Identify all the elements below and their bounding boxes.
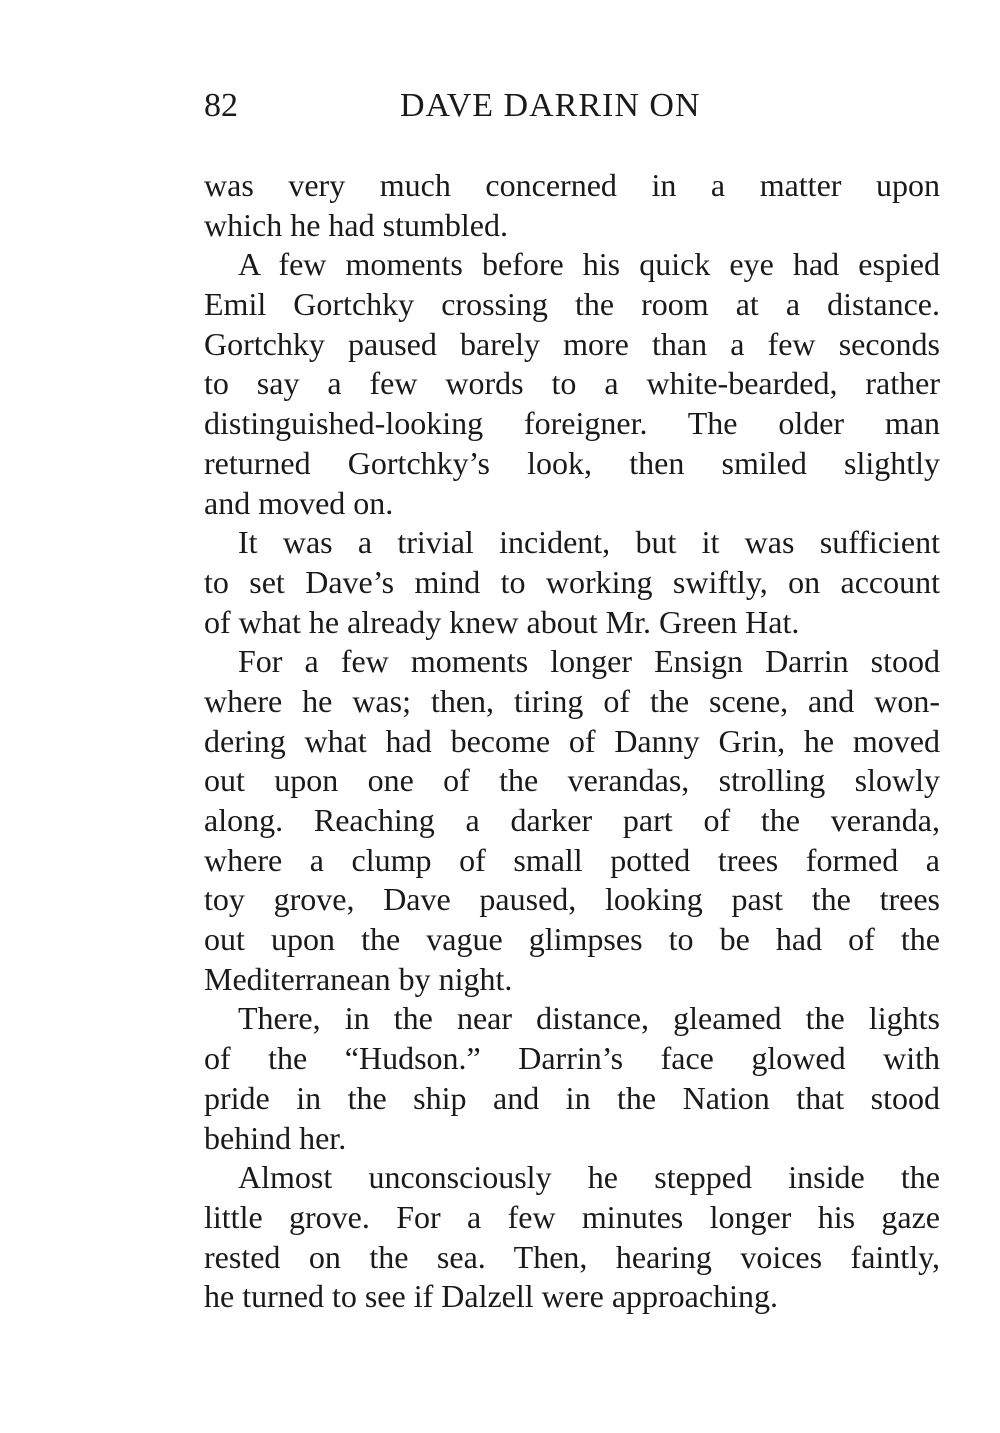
text-line: Gortchky paused barely more than a few seconds (204, 325, 940, 362)
text-line: out upon one of the verandas, strolling slowly (204, 762, 940, 799)
text-line: where he was; then, tiring of the scene, and won- (204, 682, 940, 719)
text-line: to say a few words to a white-bearded, rather (204, 365, 940, 402)
text-line: Emil Gortchky crossing the room at a distance. (204, 286, 940, 323)
text-line: out upon the vague glimpses to be had of the (204, 921, 940, 958)
text-line: distinguished-looking foreigner. The older man (204, 405, 940, 442)
text-line: and moved on. (204, 484, 394, 521)
text-line: was very much concerned in a matter upon (204, 167, 940, 203)
paragraph (204, 166, 940, 245)
text-line: pride in the ship and in the Nation that stood (204, 1079, 940, 1116)
paragraph (204, 1158, 940, 1317)
text-line: A few moments before his quick eye had espied (238, 246, 940, 283)
text-line: which he had stumbled. (204, 206, 508, 243)
paragraph (204, 245, 940, 523)
body-text (204, 166, 940, 1317)
running-head (204, 84, 744, 128)
text-line: where a clump of small potted trees formed a (204, 841, 940, 878)
paragraph (204, 999, 940, 1158)
text-line: Mediterranean by night. (204, 960, 513, 997)
text-line: to set Dave’s mind to working swiftly, on account (204, 563, 940, 600)
running-title: DAVE DARRIN ON (400, 87, 701, 124)
text-line: There, in the near distance, gleamed the lights (238, 1000, 940, 1037)
text-line: of the “Hudson.” Darrin’s face glowed with (204, 1040, 940, 1077)
page-number: 82 (204, 87, 238, 124)
text-line: It was a trivial incident, but it was sufficient (238, 524, 940, 561)
text-line: rested on the sea. Then, hearing voices faintly, (204, 1238, 940, 1275)
text-line: of what he already knew about Mr. Green Hat. (204, 603, 800, 640)
text-line: For a few moments longer Ensign Darrin stood (238, 643, 940, 680)
text-line: behind her. (204, 1119, 347, 1156)
text-line: dering what had become of Danny Grin, he moved (204, 722, 940, 759)
text-line: he turned to see if Dalzell were approaching. (204, 1278, 778, 1315)
paragraph (204, 523, 940, 642)
text-line: along. Reaching a darker part of the veranda, (204, 802, 940, 838)
text-line: Almost unconsciously he stepped inside the (238, 1159, 940, 1196)
text-line: returned Gortchky’s look, then smiled slightly (204, 444, 940, 481)
paragraph (204, 642, 940, 999)
text-line: toy grove, Dave paused, looking past the trees (204, 881, 940, 918)
text-line: little grove. For a few minutes longer his gaze (204, 1198, 940, 1235)
